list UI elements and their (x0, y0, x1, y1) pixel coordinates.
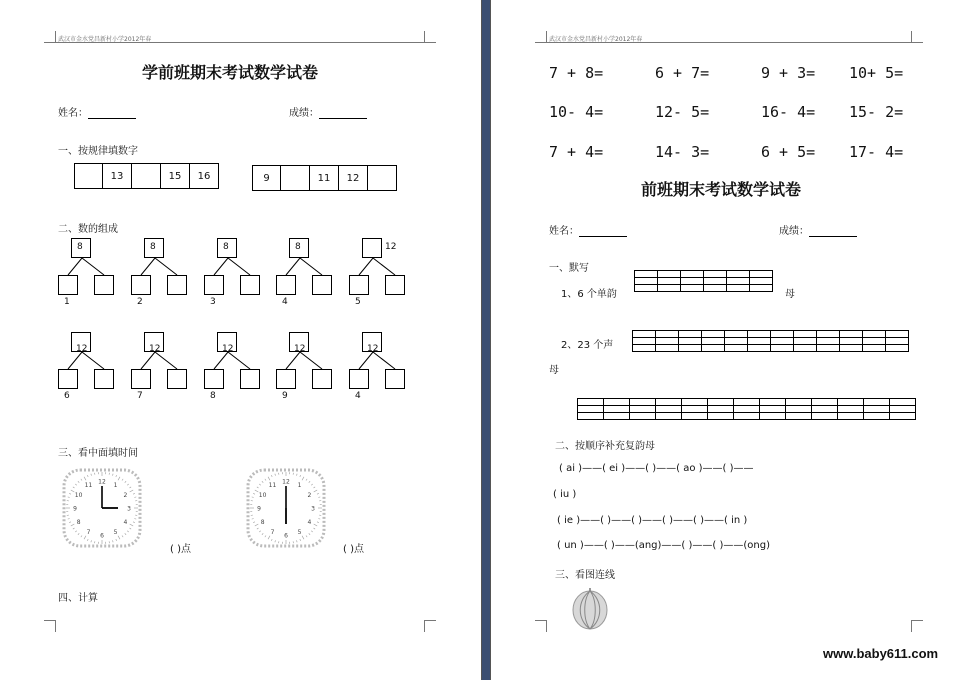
composition-left-box[interactable] (349, 275, 369, 295)
composition-branch (82, 258, 104, 275)
clock-number: 9 (257, 505, 261, 513)
clock-number: 12 (98, 478, 106, 486)
composition-part: 9 (282, 391, 288, 401)
grid-cell[interactable] (890, 406, 916, 413)
composition-branch (286, 258, 300, 275)
grid-cell[interactable] (656, 399, 682, 406)
grid-cell[interactable] (630, 406, 656, 413)
composition-total: 8 (77, 242, 83, 252)
grid-cell[interactable] (656, 406, 682, 413)
grid-cell[interactable] (786, 413, 812, 420)
pinyin-line-1: ( ai )——( ei )——( )——( ao )——( )—— (559, 463, 754, 474)
watermark-text: www.baby611.com (823, 646, 939, 661)
corner-mark (44, 620, 56, 632)
composition-branch (359, 352, 373, 369)
grid-cell[interactable] (656, 345, 679, 352)
grid-cell[interactable] (682, 399, 708, 406)
calc-problem[interactable]: 7 + 8= (549, 64, 604, 82)
composition-total: 12 (367, 344, 379, 354)
section-heading: 一、默写 (549, 263, 589, 274)
grid-cell[interactable] (727, 271, 750, 278)
page-gutter (482, 0, 490, 680)
grid-cell[interactable] (708, 413, 734, 420)
grid-cell[interactable] (681, 285, 704, 292)
grid-cell[interactable] (630, 399, 656, 406)
calc-problem[interactable]: 14- 3= (655, 143, 710, 161)
composition-branch (155, 352, 177, 369)
grid-cell[interactable] (635, 271, 658, 278)
pinyin-line-4: ( un )——( )——(ang)——( )——( )——(ong) (557, 540, 771, 551)
grid-cell[interactable] (681, 278, 704, 285)
sequence-cell: 13 (103, 163, 132, 189)
clock-face-1 (62, 468, 142, 548)
clock-number: 11 (84, 482, 93, 490)
clock-number: 10 (258, 492, 267, 499)
composition-left-box[interactable] (276, 369, 296, 389)
composition-branch (373, 258, 395, 275)
composition-left-box[interactable] (276, 275, 296, 295)
calc-problem[interactable]: 7 + 4= (549, 143, 604, 161)
grid-cell[interactable] (771, 331, 794, 338)
grid-cell[interactable] (578, 413, 604, 420)
dictation-item-2: 2、23 个声 (561, 340, 614, 351)
grid-cell[interactable] (750, 271, 773, 278)
grid-cell[interactable] (658, 271, 681, 278)
grid-cell[interactable] (679, 331, 702, 338)
calc-problem[interactable]: 16- 4= (761, 103, 816, 121)
name-label: 姓名： (58, 108, 88, 119)
grid-cell[interactable] (578, 399, 604, 406)
composition-branch (82, 352, 104, 369)
clock-number: 10 (74, 492, 83, 499)
grid-cell[interactable] (750, 278, 773, 285)
corner-mark (535, 620, 547, 632)
pinyin-line-3: ( ie )——( )——( )——( )——( )——( in ) (557, 515, 748, 526)
score-field (779, 222, 857, 237)
grid-cell[interactable] (725, 345, 748, 352)
grid-cell[interactable] (656, 331, 679, 338)
writing-grid-1[interactable] (634, 270, 773, 292)
composition-left-box[interactable] (204, 275, 224, 295)
composition-branch (155, 258, 177, 275)
composition-branch (286, 352, 300, 369)
composition-right-box[interactable] (94, 369, 114, 389)
calc-problem[interactable]: 12- 5= (655, 103, 710, 121)
clock-number: 2 (123, 492, 128, 499)
sequence-cell: 16 (190, 163, 219, 189)
grid-cell[interactable] (840, 331, 863, 338)
grid-cell[interactable] (886, 345, 909, 352)
grid-cell[interactable] (679, 338, 702, 345)
composition-total: 8 (150, 242, 156, 252)
clock-number: 1 (297, 482, 302, 490)
composition-total: 12 (294, 344, 306, 354)
sequence-cell: 12 (339, 165, 368, 191)
composition-branch (228, 352, 250, 369)
clock-number: 9 (73, 505, 77, 513)
corner-mark (424, 620, 436, 632)
right-page (490, 0, 970, 680)
composition-branch (228, 258, 250, 275)
grid-cell[interactable] (658, 285, 681, 292)
grid-cell[interactable] (734, 399, 760, 406)
grid-cell[interactable] (734, 413, 760, 420)
grid-cell[interactable] (794, 345, 817, 352)
sequence-cell: 15 (161, 163, 190, 189)
composition-part: 4 (355, 391, 361, 401)
composition-total: 12 (76, 344, 88, 354)
composition-right-box[interactable] (312, 369, 332, 389)
dictation-item-1: 1、6 个单韵 (561, 289, 617, 300)
grid-cell[interactable] (886, 338, 909, 345)
composition-part: 8 (210, 391, 216, 401)
corner-mark (911, 31, 923, 43)
clock-number: 5 (297, 528, 302, 536)
composition-branch (359, 258, 373, 275)
calc-problem[interactable]: 15- 2= (849, 103, 904, 121)
score-label: 成绩： (779, 226, 809, 237)
grid-cell[interactable] (702, 331, 725, 338)
grid-cell[interactable] (682, 413, 708, 420)
composition-part: 4 (282, 297, 288, 307)
clock-number: 6 (100, 532, 104, 540)
composition-part: 6 (64, 391, 70, 401)
grid-cell[interactable] (748, 338, 771, 345)
grid-cell[interactable] (682, 406, 708, 413)
section-heading: 二、按顺序补充复韵母 (555, 441, 655, 452)
clock-number: 7 (86, 528, 91, 536)
grid-cell[interactable] (604, 399, 630, 406)
grid-cell[interactable] (704, 285, 727, 292)
section-heading: 一、按规律填数字 (58, 146, 138, 157)
composition-part: 7 (137, 391, 143, 401)
section-heading: 三、看中面填时间 (58, 448, 138, 459)
page-title: 前班期末考试数学试卷 (641, 180, 802, 199)
dictation-item-1-tail: 母 (785, 289, 795, 300)
grid-cell[interactable] (812, 399, 838, 406)
name-blank[interactable] (579, 227, 627, 237)
composition-total: 12 (222, 344, 234, 354)
composition-right-box[interactable] (312, 275, 332, 295)
grid-cell[interactable] (760, 399, 786, 406)
grid-cell[interactable] (656, 338, 679, 345)
grid-cell[interactable] (708, 406, 734, 413)
grid-cell[interactable] (702, 345, 725, 352)
composition-part: 1 (64, 297, 70, 307)
grid-cell[interactable] (838, 413, 864, 420)
composition-branch (68, 352, 82, 369)
clock-number: 4 (307, 519, 312, 526)
grid-cell[interactable] (863, 345, 886, 352)
composition-branch (214, 258, 228, 275)
grid-cell[interactable] (864, 413, 890, 420)
grid-cell[interactable] (633, 345, 656, 352)
composition-right-box[interactable] (167, 275, 187, 295)
pinyin-line-2: ( iu ) (553, 489, 577, 500)
page-header: 武汉市金水党昌新村小学2012年春 (549, 36, 643, 43)
clock-number: 1 (113, 482, 118, 490)
composition-right-box[interactable] (240, 275, 260, 295)
grid-cell[interactable] (864, 399, 890, 406)
grid-cell[interactable] (886, 331, 909, 338)
composition-branch (300, 352, 322, 369)
composition-right-box[interactable] (385, 275, 405, 295)
composition-branch (373, 352, 395, 369)
section-heading: 二、数的组成 (58, 224, 118, 235)
calc-problem[interactable]: 6 + 5= (761, 143, 816, 161)
clock-number: 12 (282, 478, 290, 486)
grid-cell[interactable] (838, 406, 864, 413)
clock-number: 6 (284, 532, 288, 540)
name-field (549, 222, 627, 237)
dictation-item-2-tail: 母 (549, 365, 559, 376)
name-label: 姓名： (549, 226, 579, 237)
grid-cell[interactable] (630, 413, 656, 420)
grid-cell[interactable] (863, 331, 886, 338)
writing-grid-3[interactable] (577, 398, 916, 420)
watermelon-icon (571, 588, 609, 630)
composition-right-box[interactable] (240, 369, 260, 389)
grid-cell[interactable] (812, 413, 838, 420)
grid-cell[interactable] (771, 345, 794, 352)
grid-cell[interactable] (727, 278, 750, 285)
section-heading: 三、看图连线 (555, 570, 615, 581)
grid-cell[interactable] (604, 406, 630, 413)
grid-cell[interactable] (633, 338, 656, 345)
corner-mark (535, 31, 547, 43)
grid-cell[interactable] (838, 399, 864, 406)
grid-cell[interactable] (702, 338, 725, 345)
clock-number: 5 (113, 528, 118, 536)
grid-cell[interactable] (863, 338, 886, 345)
grid-cell[interactable] (890, 399, 916, 406)
composition-branch (300, 258, 322, 275)
score-label: 成绩： (289, 108, 319, 119)
calc-problem[interactable]: 10- 4= (549, 103, 604, 121)
grid-cell[interactable] (656, 413, 682, 420)
grid-cell[interactable] (748, 331, 771, 338)
grid-cell[interactable] (679, 345, 702, 352)
grid-cell[interactable] (635, 278, 658, 285)
composition-left-box[interactable] (58, 275, 78, 295)
grid-cell[interactable] (817, 331, 840, 338)
grid-cell[interactable] (840, 345, 863, 352)
grid-cell[interactable] (748, 345, 771, 352)
grid-cell[interactable] (794, 338, 817, 345)
clock-number: 4 (123, 519, 128, 526)
grid-cell[interactable] (760, 406, 786, 413)
composition-branch (68, 258, 82, 275)
grid-cell[interactable] (786, 406, 812, 413)
writing-grid-2[interactable] (632, 330, 909, 352)
clock-number: 7 (270, 528, 275, 536)
clock-number: 3 (127, 505, 131, 513)
composition-left-box[interactable] (58, 369, 78, 389)
clock-answer-2[interactable]: ( )点 (343, 544, 364, 555)
grid-cell[interactable] (727, 285, 750, 292)
grid-cell[interactable] (812, 406, 838, 413)
grid-cell[interactable] (760, 413, 786, 420)
clock-number: 2 (307, 492, 312, 499)
composition-total: 8 (295, 242, 301, 252)
grid-cell[interactable] (771, 338, 794, 345)
calc-problem[interactable]: 17- 4= (849, 143, 904, 161)
composition-total: 8 (223, 242, 229, 252)
composition-branch (141, 352, 155, 369)
composition-part: 3 (210, 297, 216, 307)
grid-cell[interactable] (578, 406, 604, 413)
grid-cell[interactable] (817, 338, 840, 345)
composition-part: 5 (355, 297, 361, 307)
left-page (0, 0, 482, 680)
grid-cell[interactable] (681, 271, 704, 278)
clock-number: 11 (268, 482, 277, 490)
composition-right-box[interactable] (167, 369, 187, 389)
grid-cell[interactable] (750, 285, 773, 292)
grid-cell[interactable] (734, 406, 760, 413)
sequence-cell: 11 (310, 165, 339, 191)
composition-branch (214, 352, 228, 369)
composition-left-box[interactable] (204, 369, 224, 389)
section-heading: 四、计算 (58, 593, 98, 604)
clock-face-2 (246, 468, 326, 548)
grid-cell[interactable] (704, 278, 727, 285)
calc-problem[interactable]: 6 + 7= (655, 64, 710, 82)
calc-problem[interactable]: 10+ 5= (849, 64, 904, 82)
grid-cell[interactable] (794, 331, 817, 338)
calc-problem[interactable]: 9 + 3= (761, 64, 816, 82)
composition-left-box[interactable] (131, 369, 151, 389)
grid-cell[interactable] (704, 271, 727, 278)
page-header: 武汉市金水党昌新村小学2012年春 (58, 36, 152, 43)
grid-cell[interactable] (658, 278, 681, 285)
grid-cell[interactable] (708, 399, 734, 406)
corner-mark (911, 620, 923, 632)
grid-cell[interactable] (786, 399, 812, 406)
grid-cell[interactable] (604, 413, 630, 420)
grid-cell[interactable] (817, 345, 840, 352)
grid-cell[interactable] (725, 331, 748, 338)
composition-left-box[interactable] (349, 369, 369, 389)
composition-right-box[interactable] (385, 369, 405, 389)
composition-part: 2 (137, 297, 143, 307)
grid-cell[interactable] (840, 338, 863, 345)
page-title: 学前班期末考试数学试卷 (142, 63, 319, 82)
composition-left-box[interactable] (131, 275, 151, 295)
clock-number: 8 (260, 519, 265, 526)
grid-cell[interactable] (633, 331, 656, 338)
grid-cell[interactable] (864, 406, 890, 413)
composition-total: 12 (385, 242, 397, 252)
clock-answer-1[interactable]: ( )点 (170, 544, 191, 555)
clock-number: 3 (311, 505, 315, 513)
composition-total-box (362, 238, 382, 258)
grid-cell[interactable] (725, 338, 748, 345)
composition-right-box[interactable] (94, 275, 114, 295)
clock-number: 8 (76, 519, 81, 526)
sequence-cell: 9 (252, 165, 281, 191)
composition-branch (141, 258, 155, 275)
grid-cell[interactable] (635, 285, 658, 292)
score-blank[interactable] (809, 227, 857, 237)
grid-cell[interactable] (890, 413, 916, 420)
composition-total: 12 (149, 344, 161, 354)
